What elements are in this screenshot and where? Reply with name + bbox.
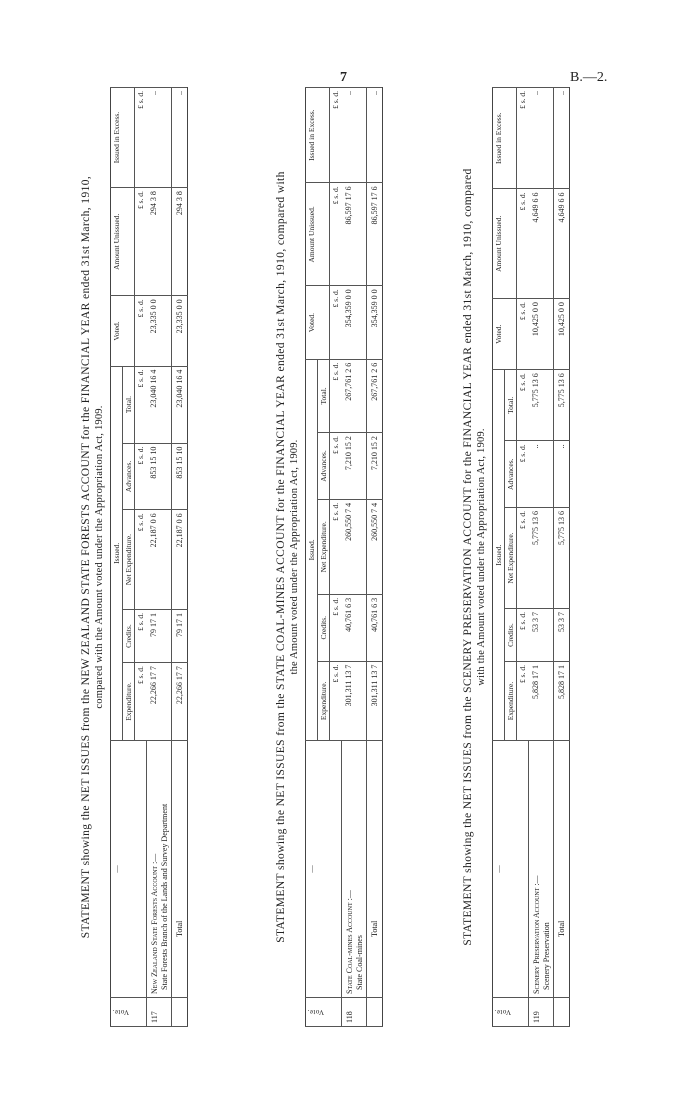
- unit-label: £ s. d.: [135, 443, 147, 510]
- unit-label: £ s. d.: [517, 88, 529, 189]
- total-voted: 23,335 0 0: [171, 296, 187, 366]
- credits-value: 79 17 1: [146, 610, 171, 663]
- excess-value: ..: [341, 88, 366, 183]
- advances-value: ..: [528, 441, 553, 508]
- net-expenditure-header: Net Expenditure.: [123, 510, 135, 610]
- issued-header: Issued.: [306, 359, 318, 740]
- account-description: [341, 741, 366, 998]
- unit-label: £ s. d.: [330, 499, 342, 594]
- total-net-expenditure: 260,550 7 4: [366, 499, 382, 594]
- unit-label: £ s. d.: [517, 370, 529, 441]
- voted-header: Voted.: [306, 286, 330, 359]
- total-unissued: 294 3 8: [171, 188, 187, 296]
- unissued-value: 86,597 17 6: [341, 183, 366, 286]
- excess-value: ..: [146, 88, 171, 188]
- total-header: Total.: [318, 359, 330, 432]
- vote-number: 119: [528, 998, 553, 1027]
- description-header: —: [111, 741, 147, 998]
- advances-header: Advances.: [123, 443, 135, 510]
- expenditure-value: 301,311 13 7: [341, 661, 366, 740]
- total-net-expenditure: 5,775 13 6: [553, 508, 569, 609]
- advances-value: 7,210 15 2: [341, 433, 366, 500]
- net-expenditure-header: Net Expenditure.: [318, 499, 330, 594]
- total-advances: ..: [553, 441, 569, 508]
- table-row: [341, 88, 366, 1027]
- title-line: STATEMENT showing the NET ISSUES from the NEW ZEALAND STATE FORESTS ACCOUNT for the FINANCIAL YEAR ended 31st March, 1910,: [80, 175, 92, 939]
- unissued-header: Amount Unissued.: [111, 188, 135, 296]
- title-line: STATEMENT showing the NET ISSUES from the STATE COAL-MINES ACCOUNT for the FINANCIAL YEAR ended 31st March, 1910, compared with: [275, 171, 287, 943]
- unit-label: £ s. d.: [135, 366, 147, 443]
- voted-value: 23,335 0 0: [146, 296, 171, 366]
- total-value: 267,761 2 6: [341, 359, 366, 432]
- unissued-header: Amount Unissued.: [493, 189, 517, 299]
- unissued-value: 294 3 8: [146, 188, 171, 296]
- unit-label: £ s. d.: [135, 510, 147, 610]
- expenditure-value: 22,266 17 7: [146, 663, 171, 741]
- total-unissued: 86,597 17 6: [366, 183, 382, 286]
- credits-value: 40,761 6 3: [341, 594, 366, 661]
- total-credits: 40,761 6 3: [366, 594, 382, 661]
- net-expenditure-value: 5,775 13 6: [528, 508, 553, 609]
- issued-header: Issued.: [493, 370, 505, 741]
- credits-header: Credits.: [318, 594, 330, 661]
- account-description: [528, 741, 553, 998]
- title-line: STATEMENT showing the NET ISSUES from the SCENERY PRESERVATION ACCOUNT for the FINANCIAL YEAR ended 31st March, 1910, compared: [462, 168, 474, 946]
- unit-label: £ s. d.: [330, 594, 342, 661]
- account-name: Scenery Preservation Account :—: [531, 875, 541, 994]
- total-header: Total.: [505, 370, 517, 441]
- excess-value: ..: [528, 88, 553, 189]
- statement-coal-mines: [275, 87, 383, 1027]
- item-name: State Coal-mines: [354, 935, 364, 990]
- description-header: —: [306, 741, 342, 998]
- item-name: State Forests Branch of the Lands and Survey Department: [159, 803, 169, 990]
- expenditure-header: Expenditure.: [318, 661, 330, 740]
- total-total: 267,761 2 6: [366, 359, 382, 432]
- excess-header: Issued in Excess.: [306, 88, 330, 183]
- vote-number: 118: [341, 998, 366, 1027]
- excess-header: Issued in Excess.: [111, 88, 135, 188]
- total-header: Total.: [123, 366, 135, 443]
- total-total: 23,040 16 4: [171, 366, 187, 443]
- unit-label: £ s. d.: [330, 286, 342, 359]
- total-voted: 354,359 0 0: [366, 286, 382, 359]
- vote-header: Vote.: [112, 1008, 129, 1016]
- vote-header: Vote.: [494, 1008, 511, 1016]
- expenditure-header: Expenditure.: [505, 662, 517, 741]
- total-label: Total: [553, 741, 569, 998]
- unit-label: £ s. d.: [517, 508, 529, 609]
- table-row: [146, 88, 171, 1027]
- total-expenditure: 22,266 17 7: [171, 663, 187, 741]
- page-reference: B.—2.: [570, 70, 608, 85]
- statement-title: [462, 87, 488, 1027]
- total-advances: 853 15 10: [171, 443, 187, 510]
- unit-label: £ s. d.: [135, 188, 147, 296]
- statement-table: [110, 87, 188, 1027]
- total-expenditure: 5,828 17 1: [553, 662, 569, 741]
- total-voted: 10,425 0 0: [553, 299, 569, 370]
- expenditure-header: Expenditure.: [123, 663, 135, 741]
- total-net-expenditure: 22,187 0 6: [171, 510, 187, 610]
- credits-header: Credits.: [123, 610, 135, 663]
- total-label: Total: [366, 741, 382, 998]
- expenditure-value: 5,828 17 1: [528, 662, 553, 741]
- unit-label: £ s. d.: [517, 609, 529, 662]
- unit-label: £ s. d.: [517, 299, 529, 370]
- title-subline: the Amount voted under the Appropriation Act, 1909.: [289, 439, 300, 675]
- total-credits: 53 3 7: [553, 609, 569, 662]
- total-value: 5,775 13 6: [528, 370, 553, 441]
- total-expenditure: 301,311 13 7: [366, 661, 382, 740]
- statement-state-forests: [80, 87, 188, 1027]
- unit-label: £ s. d.: [330, 359, 342, 432]
- total-value: 23,040 16 4: [146, 366, 171, 443]
- total-unissued: 4,649 6 6: [553, 189, 569, 299]
- unit-label: £ s. d.: [135, 663, 147, 741]
- statement-title: [80, 87, 106, 1027]
- unit-label: £ s. d.: [330, 88, 342, 183]
- total-row: [553, 88, 569, 1027]
- unit-label: £ s. d.: [135, 88, 147, 188]
- account-name: State Coal-mines Account :—: [344, 890, 354, 994]
- total-excess: ..: [366, 88, 382, 183]
- total-total: 5,775 13 6: [553, 370, 569, 441]
- voted-value: 354,359 0 0: [341, 286, 366, 359]
- unit-label: £ s. d.: [330, 183, 342, 286]
- item-name: Scenery Preservation: [541, 922, 551, 990]
- advances-header: Advances.: [318, 433, 330, 500]
- advances-value: 853 15 10: [146, 443, 171, 510]
- unit-label: £ s. d.: [517, 441, 529, 508]
- credits-value: 53 3 7: [528, 609, 553, 662]
- description-header: —: [493, 741, 529, 998]
- advances-header: Advances.: [505, 441, 517, 508]
- credits-header: Credits.: [505, 609, 517, 662]
- unit-label: £ s. d.: [135, 610, 147, 663]
- net-expenditure-value: 260,550 7 4: [341, 499, 366, 594]
- total-excess: ..: [171, 88, 187, 188]
- excess-header: Issued in Excess.: [493, 88, 517, 189]
- statement-title: [275, 87, 301, 1027]
- title-subline: with the Amount voted under the Appropriation Act, 1909.: [476, 428, 487, 686]
- statement-table: [492, 87, 570, 1027]
- net-expenditure-header: Net Expenditure.: [505, 508, 517, 609]
- total-row: [171, 88, 187, 1027]
- total-advances: 7,210 15 2: [366, 433, 382, 500]
- account-name: New Zealand State Forests Account :—: [149, 853, 159, 994]
- statement-table: [305, 87, 383, 1027]
- page-number: 7: [340, 70, 347, 85]
- unit-label: £ s. d.: [330, 433, 342, 500]
- voted-header: Voted.: [111, 296, 135, 366]
- unissued-header: Amount Unissued.: [306, 183, 330, 286]
- unissued-value: 4,649 6 6: [528, 189, 553, 299]
- total-label: Total: [171, 741, 187, 998]
- title-subline: compared with the Amount voted under the Appropriation Act, 1909.: [94, 405, 105, 709]
- unit-label: £ s. d.: [517, 189, 529, 299]
- total-excess: ..: [553, 88, 569, 189]
- voted-header: Voted.: [493, 299, 517, 370]
- vote-header: Vote.: [307, 1008, 324, 1016]
- voted-value: 10,425 0 0: [528, 299, 553, 370]
- unit-label: £ s. d.: [517, 662, 529, 741]
- statement-scenery-preservation: [462, 87, 570, 1027]
- total-row: [366, 88, 382, 1027]
- issued-header: Issued.: [111, 366, 123, 740]
- total-credits: 79 17 1: [171, 610, 187, 663]
- unit-label: £ s. d.: [330, 661, 342, 740]
- net-expenditure-value: 22,187 0 6: [146, 510, 171, 610]
- table-row: [528, 88, 553, 1027]
- unit-label: £ s. d.: [135, 296, 147, 366]
- account-description: [146, 741, 171, 998]
- vote-number: 117: [146, 998, 171, 1027]
